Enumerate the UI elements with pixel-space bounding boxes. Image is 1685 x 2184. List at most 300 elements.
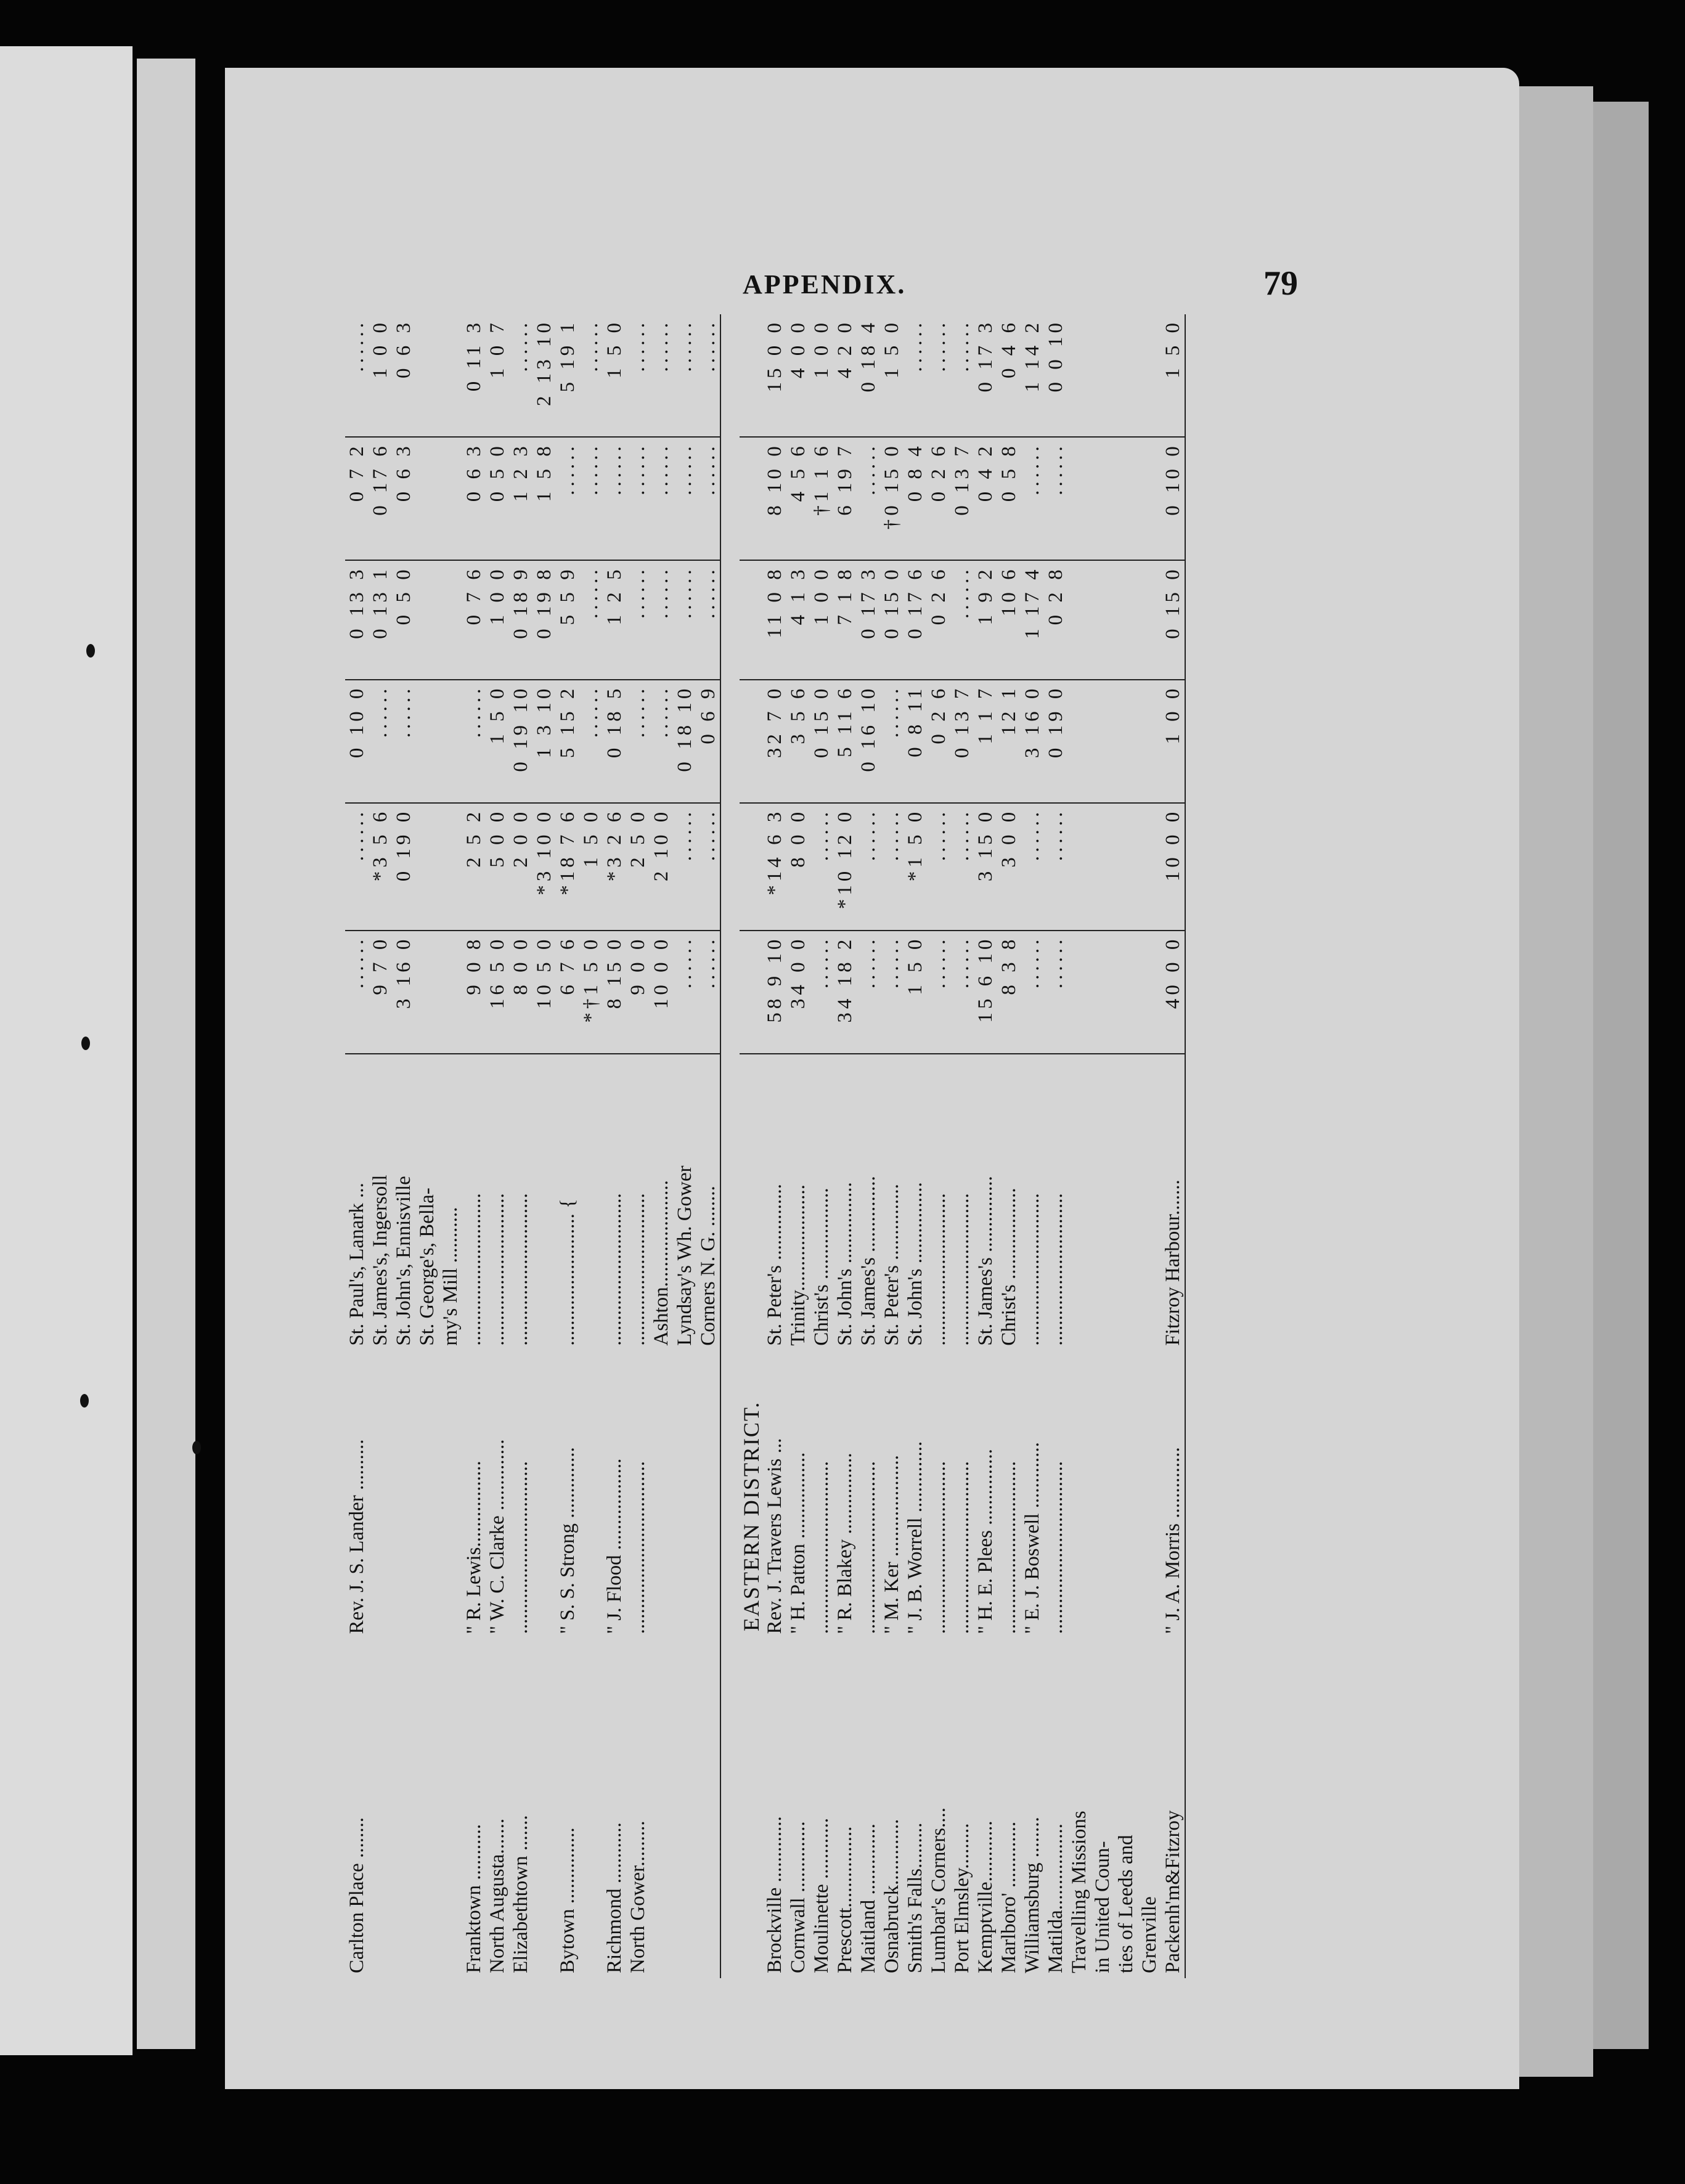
amount-cell: 3 15 0: [974, 803, 997, 931]
amount-cell: 0 8 4: [904, 437, 927, 560]
church-cell: St. James's ...............: [974, 1176, 997, 1346]
mission-cell: Cornwall ..............: [787, 1821, 809, 1973]
amount-cell: ......: [345, 931, 369, 1054]
table-row: [833, 314, 857, 1978]
amount-cell: 2 10 0: [650, 803, 673, 931]
amount-cell: 0 7 2: [345, 437, 369, 560]
clergy-cell: ..................................: [510, 1461, 532, 1634]
amount-cell: ......: [927, 931, 950, 1054]
amount-cell: 5 15 2: [556, 680, 579, 803]
clergy-cell: " W. C. Clarke ..............: [486, 1439, 508, 1634]
amount-cell: 3 5 6: [786, 680, 810, 803]
amount-cell: 8 0 0: [509, 931, 532, 1054]
amount-cell: *10 12 0: [833, 803, 857, 931]
page-number: 79: [1263, 264, 1298, 303]
amount-cell: 8 3 8: [997, 931, 1021, 1054]
amount-cell: 4 1 3: [786, 560, 810, 679]
amount-cell: 32 7 0: [763, 680, 786, 803]
amount-cell: 1 5 0: [603, 314, 626, 437]
church-cell: .......................... {: [557, 1199, 579, 1346]
amount-cell: ......: [880, 803, 904, 931]
mission-cell: [673, 1639, 696, 1978]
table-row: [997, 314, 1021, 1978]
amount-cell: 0 15 0: [810, 680, 833, 803]
amount-cell: [1067, 680, 1091, 803]
amount-cell: 1 2 5: [603, 560, 626, 679]
church-cell: Ashton.....................: [650, 1180, 672, 1346]
table-row: [532, 314, 556, 1978]
table-row: [696, 314, 720, 1978]
amount-cell: 0 15 0: [1161, 560, 1185, 679]
church-cell: Lyndsay's Wh. Gower: [674, 1165, 696, 1346]
amount-cell: 8 10 0: [763, 437, 786, 560]
amount-cell: ......: [1021, 931, 1044, 1054]
amount-cell: 0 13 7: [950, 437, 974, 560]
clergy-cell: Rev. J. Travers Lewis ...: [764, 1438, 786, 1634]
amount-cell: [1138, 680, 1161, 803]
table-row: [603, 314, 626, 1978]
amount-cell: 4 2 0: [833, 314, 857, 437]
amount-cell: ......: [673, 803, 696, 931]
amount-cell: 0 5 0: [486, 437, 509, 560]
table-row: [509, 314, 532, 1978]
amount-cell: ......: [857, 437, 880, 560]
amount-cell: 9 7 0: [369, 931, 392, 1054]
amount-cell: 0 6 9: [696, 680, 720, 803]
church-cell: [1138, 1054, 1161, 1351]
clergy-cell: ..................................: [928, 1461, 950, 1634]
amount-cell: [1138, 314, 1161, 437]
amount-cell: †1 1 6: [810, 437, 833, 560]
amount-cell: [415, 931, 439, 1054]
mission-cell: [696, 1639, 720, 1978]
amount-cell: 0 18 4: [857, 314, 880, 437]
table-row: [486, 314, 509, 1978]
amount-cell: ......: [880, 680, 904, 803]
amount-cell: 1 5 0: [880, 314, 904, 437]
church-cell: St. George's, Bella-: [416, 1188, 438, 1346]
amount-cell: ......: [626, 560, 650, 679]
amount-cell: 1 17 4: [1021, 560, 1044, 679]
amount-cell: ......: [626, 314, 650, 437]
amount-cell: ......: [950, 803, 974, 931]
amount-cell: 40 0 0: [1161, 931, 1185, 1054]
rotated-table-container: [345, 314, 1294, 1978]
amount-cell: ......: [462, 680, 486, 803]
mission-cell: [415, 1639, 439, 1978]
amount-cell: 2 5 2: [462, 803, 486, 931]
amount-cell: [1067, 931, 1091, 1054]
amount-cell: 0 5 8: [997, 437, 1021, 560]
empty-cell: [740, 314, 763, 437]
amount-cell: [1138, 437, 1161, 560]
mission-cell: [579, 1639, 603, 1978]
empty-cell: [740, 437, 763, 560]
amount-cell: 5 0 0: [486, 803, 509, 931]
amount-cell: 2 5 0: [626, 803, 650, 931]
church-cell: my's Mill ...........: [439, 1207, 462, 1346]
table-row: [415, 314, 439, 1978]
clergy-cell: [392, 1351, 415, 1639]
amount-cell: [1138, 560, 1161, 679]
amount-cell: ......: [579, 680, 603, 803]
church-cell: St. John's ................: [904, 1182, 926, 1346]
amount-cell: ......: [950, 314, 974, 437]
amount-cell: ......: [810, 931, 833, 1054]
amount-cell: ......: [345, 314, 369, 437]
amount-cell: [1091, 560, 1114, 679]
amount-cell: [439, 931, 462, 1054]
mission-cell: [650, 1639, 673, 1978]
amount-cell: 0 17 3: [974, 314, 997, 437]
amount-cell: 8 15 0: [603, 931, 626, 1054]
amount-cell: [1114, 437, 1138, 560]
church-cell: St. Peter's ...............: [764, 1184, 786, 1346]
clergy-cell: [369, 1351, 392, 1639]
amount-cell: [1091, 680, 1114, 803]
mission-cell: Marlboro' .............: [998, 1821, 1020, 1973]
page-stack-edge-outer: [1593, 102, 1649, 2049]
church-cell: St. John's, Ennisville: [393, 1176, 415, 1346]
church-cell: Trinity.....................: [787, 1184, 809, 1346]
mission-cell: Travelling Missions: [1068, 1811, 1090, 1973]
amount-cell: *3 10 0: [532, 803, 556, 931]
amount-cell: 0 19 0: [392, 803, 415, 931]
ink-speck: [80, 1394, 89, 1408]
amount-cell: 1 9 2: [974, 560, 997, 679]
missions-table: [345, 314, 1186, 1978]
table-row: [369, 314, 392, 1978]
amount-cell: 3 0 0: [997, 803, 1021, 931]
amount-cell: 0 2 6: [927, 560, 950, 679]
mission-cell: Elizabethtown .......: [510, 1815, 532, 1973]
table-row: [927, 314, 950, 1978]
empty-cell: [740, 680, 763, 803]
amount-cell: 1 2 3: [509, 437, 532, 560]
table-row: [1114, 314, 1138, 1978]
mission-cell: [369, 1639, 392, 1978]
clergy-cell: " J. A. Morris ..............: [1161, 1351, 1185, 1639]
amount-cell: 0 16 10: [857, 680, 880, 803]
table-row: [392, 314, 415, 1978]
amount-cell: 1 5 8: [532, 437, 556, 560]
amount-cell: 0 4 2: [974, 437, 997, 560]
amount-cell: 0 2 6: [927, 680, 950, 803]
amount-cell: 9 0 8: [462, 931, 486, 1054]
amount-cell: 1 0 0: [1161, 680, 1185, 803]
amount-cell: 0 18 5: [603, 680, 626, 803]
amount-cell: [415, 680, 439, 803]
table-row: [1021, 314, 1044, 1978]
amount-cell: 0 18 9: [509, 560, 532, 679]
amount-cell: ......: [950, 560, 974, 679]
amount-cell: ......: [950, 931, 974, 1054]
amount-cell: [439, 314, 462, 437]
mission-cell: Moulinette ............: [810, 1817, 833, 1973]
amount-cell: ......: [673, 314, 696, 437]
amount-cell: 10 6: [997, 560, 1021, 679]
amount-cell: 3 16 0: [1021, 680, 1044, 803]
table-row: [1044, 314, 1067, 1978]
mission-cell: Maitland ..............: [857, 1823, 879, 1973]
amount-cell: [1067, 803, 1091, 931]
clergy-cell: [1114, 1351, 1138, 1639]
amount-cell: *†1 5 0: [579, 931, 603, 1054]
amount-cell: 0 19 8: [532, 560, 556, 679]
table-row: [810, 314, 833, 1978]
amount-cell: 1 0 0: [486, 560, 509, 679]
amount-cell: ......: [369, 680, 392, 803]
empty-cell: [740, 931, 763, 1054]
amount-cell: [415, 803, 439, 931]
amount-cell: [1114, 560, 1138, 679]
table-row: [650, 314, 673, 1978]
church-cell: Corners N. G. ........: [696, 1054, 720, 1351]
amount-cell: 0 19 10: [509, 680, 532, 803]
amount-cell: 10 0 0: [650, 931, 673, 1054]
ink-speck: [81, 1037, 90, 1050]
amount-cell: ......: [579, 560, 603, 679]
table-row: [1161, 314, 1185, 1978]
amount-cell: 58 9 10: [763, 931, 786, 1054]
amount-cell: 6 7 6: [556, 931, 579, 1054]
amount-cell: [1067, 314, 1091, 437]
mission-cell: North Gower.........: [627, 1820, 649, 1973]
amount-cell: 0 11 3: [462, 314, 486, 437]
amount-cell: 0 4 6: [997, 314, 1021, 437]
amount-cell: ......: [650, 680, 673, 803]
clergy-cell: ..................................: [810, 1461, 833, 1634]
clergy-cell: " H. Patton .................: [787, 1452, 809, 1634]
amount-cell: 0 15 0: [880, 560, 904, 679]
table-row: [462, 314, 486, 1978]
amount-cell: 0 6 3: [392, 437, 415, 560]
table-row: [1138, 314, 1161, 1978]
clergy-cell: ..................................: [857, 1461, 879, 1634]
amount-cell: 10 5 0: [532, 931, 556, 1054]
church-cell: [579, 1054, 603, 1351]
amount-cell: [439, 803, 462, 931]
amount-cell: 15 6 10: [974, 931, 997, 1054]
amount-cell: 1 0 0: [810, 560, 833, 679]
amount-cell: 5 5 9: [556, 560, 579, 679]
amount-cell: 1 5 0: [579, 803, 603, 931]
amount-cell: ......: [696, 560, 720, 679]
amount-cell: [1114, 314, 1138, 437]
mission-cell: [532, 1639, 556, 1978]
clergy-cell: " J. Flood ..................: [603, 1458, 626, 1634]
amount-cell: ......: [579, 437, 603, 560]
ink-speck: [86, 644, 95, 658]
running-title: APPENDIX.: [743, 269, 907, 299]
amount-cell: [1138, 931, 1161, 1054]
table-row: [345, 314, 369, 1978]
church-cell: [1114, 1054, 1138, 1351]
table-row: [786, 314, 810, 1978]
table-row: [974, 314, 997, 1978]
missions-table-body: [345, 314, 1185, 1978]
amount-cell: ......: [857, 803, 880, 931]
amount-cell: [1067, 437, 1091, 560]
church-cell: ..............................: [1021, 1193, 1043, 1346]
clergy-cell: " M. Ker ....................: [881, 1455, 903, 1634]
amount-cell: 2 13 10: [532, 314, 556, 437]
amount-cell: ......: [696, 803, 720, 931]
amount-cell: ......: [1044, 437, 1067, 560]
church-cell: St. Peter's ...............: [881, 1184, 903, 1346]
mission-cell: in United Coun-: [1091, 1841, 1114, 1973]
amount-cell: 1 0 0: [369, 314, 392, 437]
table-row: [1091, 314, 1114, 1978]
clergy-cell: " R. Lewis.................: [463, 1461, 485, 1634]
church-cell: [1067, 1054, 1091, 1351]
amount-cell: 15 0 0: [763, 314, 786, 437]
amount-cell: ......: [1021, 803, 1044, 931]
amount-cell: 1 5 0: [486, 680, 509, 803]
amount-cell: 0 17 6: [369, 437, 392, 560]
church-cell: ..............................: [510, 1193, 532, 1346]
mission-cell: Port Elmsley.........: [951, 1823, 973, 1973]
table-row: [626, 314, 650, 1978]
amount-cell: ......: [927, 314, 950, 437]
church-cell: ..............................: [951, 1193, 973, 1346]
amount-cell: 0 2 6: [927, 437, 950, 560]
table-row: [950, 314, 974, 1978]
amount-cell: ......: [696, 437, 720, 560]
amount-cell: 0 13 1: [369, 560, 392, 679]
amount-cell: *3 5 6: [369, 803, 392, 931]
empty-cell: [740, 560, 763, 679]
clergy-cell: Rev. J. S. Lander ..........: [346, 1439, 368, 1634]
clergy-cell: [1091, 1351, 1114, 1639]
amount-cell: ......: [556, 437, 579, 560]
amount-cell: 0 17 6: [904, 560, 927, 679]
section-heading: EASTERN DISTRICT.: [739, 1401, 764, 1632]
amount-cell: 1 5 0: [1161, 314, 1185, 437]
church-cell: Christ's ..................: [998, 1188, 1020, 1346]
amount-cell: ......: [650, 560, 673, 679]
church-cell: ..............................: [627, 1193, 649, 1346]
amount-cell: 0 17 3: [857, 560, 880, 679]
amount-cell: *14 6 3: [763, 803, 786, 931]
amount-cell: ......: [673, 560, 696, 679]
amount-cell: [415, 437, 439, 560]
amount-cell: ......: [904, 314, 927, 437]
amount-cell: 6 19 7: [833, 437, 857, 560]
amount-cell: 0 6 3: [392, 314, 415, 437]
table-row: [880, 314, 904, 1978]
amount-cell: 34 18 2: [833, 931, 857, 1054]
amount-cell: 16 5 0: [486, 931, 509, 1054]
empty-cell: [740, 803, 763, 931]
clergy-cell: [532, 1351, 556, 1639]
church-cell: ..............................: [463, 1193, 485, 1346]
amount-cell: 1 3 10: [532, 680, 556, 803]
mission-cell: Grenville: [1138, 1896, 1161, 1973]
amount-cell: ......: [579, 314, 603, 437]
amount-cell: 0 19 0: [1044, 680, 1067, 803]
church-cell: St. James's ...............: [857, 1176, 879, 1346]
amount-cell: 0 13 3: [345, 560, 369, 679]
table-row: [904, 314, 927, 1978]
amount-cell: [415, 314, 439, 437]
amount-cell: ......: [603, 437, 626, 560]
amount-cell: ......: [392, 680, 415, 803]
table-row: [1067, 314, 1091, 1978]
amount-cell: ......: [1021, 437, 1044, 560]
clergy-cell: [650, 1351, 673, 1639]
mission-cell: Prescott................: [834, 1826, 856, 1973]
amount-cell: 11 0 8: [763, 560, 786, 679]
amount-cell: 0 10 0: [345, 680, 369, 803]
amount-cell: [1114, 680, 1138, 803]
church-cell: ..............................: [928, 1193, 950, 1346]
clergy-cell: [439, 1351, 462, 1639]
amount-cell: 4 0 0: [786, 314, 810, 437]
mission-cell: Richmond ............: [603, 1822, 626, 1973]
amount-cell: *3 2 6: [603, 803, 626, 931]
mission-cell: Bytown ...............: [557, 1827, 579, 1973]
amount-cell: ......: [1044, 803, 1067, 931]
amount-cell: ......: [857, 931, 880, 1054]
amount-cell: †0 15 0: [880, 437, 904, 560]
adjacent-page-leaf: [0, 46, 133, 2055]
amount-cell: [415, 560, 439, 679]
table-row: [857, 314, 880, 1978]
amount-cell: [1091, 314, 1114, 437]
amount-cell: 5 19 1: [556, 314, 579, 437]
mission-cell: ties of Leeds and: [1115, 1835, 1137, 1973]
church-cell: St. John's ................: [834, 1182, 856, 1346]
clergy-cell: " R. Blakey ................: [834, 1453, 856, 1634]
clergy-cell: ..................................: [1045, 1461, 1067, 1634]
clergy-cell: " J. B. Worrell ..............: [904, 1441, 926, 1634]
church-cell: ..............................: [603, 1193, 626, 1346]
amount-cell: 1 0 7: [486, 314, 509, 437]
amount-cell: 1 1 7: [974, 680, 997, 803]
amount-cell: *1 5 0: [904, 803, 927, 931]
amount-cell: 1 5 0: [904, 931, 927, 1054]
mission-cell: Packenh'm&Fitzroy: [1161, 1639, 1185, 1978]
church-cell: Fitzroy Harbour.......: [1161, 1054, 1185, 1351]
clergy-cell: ..................................: [951, 1461, 973, 1634]
amount-cell: 7 1 8: [833, 560, 857, 679]
page-stack-edge: [1519, 86, 1593, 2077]
amount-cell: [1091, 437, 1114, 560]
amount-cell: ......: [626, 437, 650, 560]
amount-cell: ......: [673, 931, 696, 1054]
amount-cell: 0 10 0: [1161, 437, 1185, 560]
clergy-cell: [1067, 1351, 1091, 1639]
clergy-cell: " E. J. Boswell .............: [1021, 1442, 1043, 1634]
amount-cell: 0 13 7: [950, 680, 974, 803]
clergy-cell: [1138, 1351, 1161, 1639]
clergy-cell: [673, 1351, 696, 1639]
amount-cell: *18 7 6: [556, 803, 579, 931]
amount-cell: [1091, 931, 1114, 1054]
ink-speck: [192, 1441, 201, 1454]
church-cell: St. James's, Ingersoll: [369, 1175, 391, 1346]
church-cell: ..............................: [486, 1193, 508, 1346]
amount-cell: [1067, 560, 1091, 679]
mission-cell: Franktown ...........: [463, 1824, 485, 1973]
church-cell: Christ's ..................: [810, 1188, 833, 1346]
amount-cell: ......: [696, 314, 720, 437]
clergy-cell: [579, 1351, 603, 1639]
mission-cell: Carlton Place ........: [346, 1817, 368, 1973]
amount-cell: [1114, 803, 1138, 931]
mission-cell: Lumbar's Corners....: [928, 1807, 950, 1973]
